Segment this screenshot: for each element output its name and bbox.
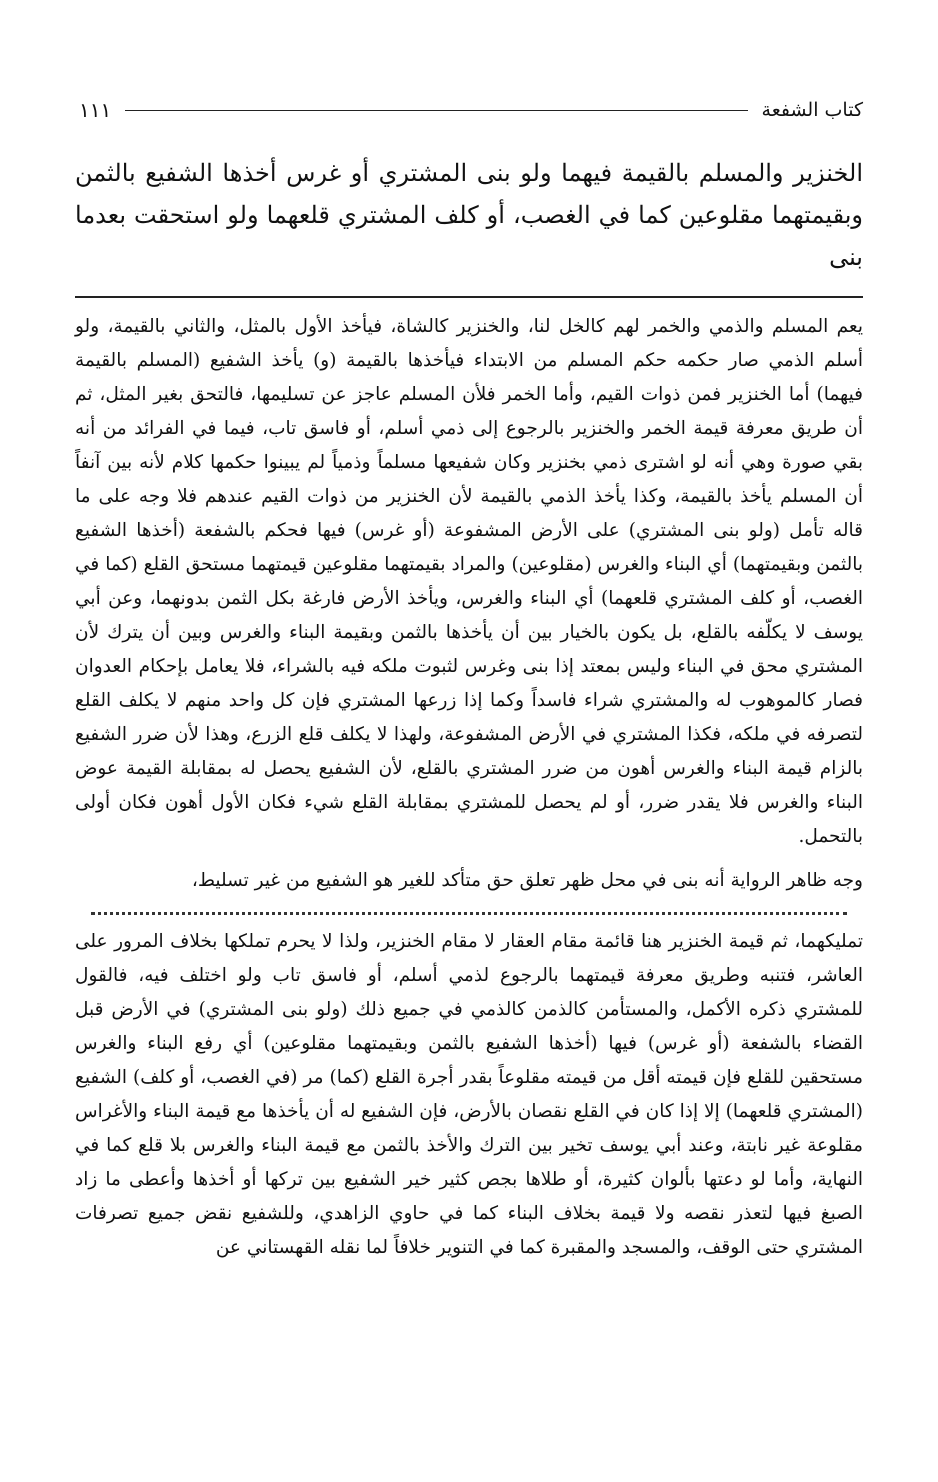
page-header [75,90,863,130]
second-commentary-section [75,925,863,1265]
commentary-paragraph: وجه ظاهر الرواية أنه بنى في محل ظهر تعلق حق متأكد للغير هو الشفيع من غير تسليط، [191,870,863,891]
commentary-section [75,310,863,898]
commentary-paragraph: يعم المسلم والذمي والخمر لهم كالخل لنا، والخنزير كالشاة، فيأخذ الأول بالمثل، والثاني بالقيمة، ولو أسلم الذمي صار حكمه حكم المسلم من الابتداء فيأخذها بالقيمة (و) يأخذ الشفيع (المسلم بالقيمة فيهما) أما الخنزير فمن ذوات القيم، وأما الخمر فلأن المسلم عاجز عن تسليمها، فالتحق بغير المثل، ثم أن طريق معرفة قيمة الخمر والخنزير بالرجوع إلى ذمي أسلم، أو فاسق تاب، فيما في الفرائد من أنه بقي صورة وهي أنه لو اشترى ذمي بخنزير وكان شفيعها مسلماً وذمياً لم يبينوا حكمها كلام لأنه بين آنفاً أن المسلم يأخذ بالقيمة، وكذا يأخذ الذمي بالقيمة لأن الخنزير من ذوات القيم عندهم فلا وجه على ما قاله تأمل (ولو بنى المشتري) على الأرض المشفوعة (أو غرس) فيها فحكم بالشفعة (أخذها الشفيع بالثمن وبقيمتهما) أي البناء والغرس (مقلوعين) والمراد بقيمتهما مقلوعين قيمتهما مستحق القلع (كما في الغصب، أو كلف المشتري قلعهما) أي البناء والغرس، ويأخذ الأرض فارغة بكل الثمن بدونهما، وعن أبي يوسف لا يكلّفه بالقلع، بل يكون بالخيار بين أن يأخذها بالثمن وبقيمة البناء والغرس وبين أن يترك لأن المشتري محق في البناء وليس بمعتد إذا بنى وغرس لثبوت ملكه فيه بالشراء، فلا يعامل بإحكام العدوان فصار كالموهوب له والمشتري شراء فاسداً وكما إذا زرعها المشتري فإن كل واحد منهم لا يكلف القلع لتصرفه في ملكه، فكذا المشتري في الأرض المشفوعة، ولهذا لا يكلف قلع الزرع، وهذا لأن ضرر الشفيع بالزام قيمة البناء والغرس أهون من ضرر المشتري بالقلع، لأن الشفيع يحصل له بمقابلة القيمة عوض البناء والغرس فلا يقدر ضرر، أو لم يحصل للمشتري بمقابلة القلع شيء فكان الأول أهون فكان أولى بالتحمل. [75,316,863,847]
dotted-divider [91,912,847,915]
section-divider [75,296,863,298]
book-title: كتاب الشفعة [761,99,863,121]
header-rule [125,110,747,111]
document-page [75,90,863,1265]
page-number: ١١١ [79,98,112,122]
commentary-paragraph: تمليكهما، ثم قيمة الخنزير هنا قائمة مقام العقار لا مقام الخنزير، ولذا لا يحرم تملكها بخلاف المرور على العاشر، فتنبه وطريق معرفة قيمتهما بالرجوع لذمي أسلم، أو فاسق تاب ولو اختلف فيه، فالقول للمشتري ذكره الأكمل، والمستأمن كالذمن كالذمي في جميع ذلك (ولو بنى المشتري) في الأرض قبل القضاء بالشفعة (أو غرس) فيها (أخذها الشفيع بالثمن وبقيمتهما مقلوعين) أي رفع البناء والغرس مستحقين للقلع فإن قيمته أقل من قيمته مقلوعاً بقدر أجرة القلع (كما) مر (في الغصب، أو كلف) الشفيع (المشتري قلعهما) إلا إذا كان في القلع نقصان بالأرض، فإن الشفيع له أن يأخذها مع قيمة البناء والأغراس مقلوعة غير نابتة، وعند أبي يوسف تخير بين الترك والأخذ بالثمن مع قيمة البناء والغرس بلا قلع كما في النهاية، وأما لو دعتها بألوان كثيرة، أو طلاها بجص كثير خير الشفيع بين تركها أو أخذها وأعطى ما زاد الصبغ فيها لتعذر نقصه ولا قيمة بخلاف البناء كما في حاوي الزاهدي، وللشفيع نقض جميع تصرفات المشتري حتى الوقف، والمسجد والمقبرة كما في التنوير خلافاً لما نقله القهستاني عن [75,931,863,1258]
main-text: الخنزير والمسلم بالقيمة فيهما ولو بنى المشتري أو غرس أخذها الشفيع بالثمن وبقيمتهما مقلوعين كما في الغصب، أو كلف المشتري قلعهما ولو استحقت بعدما بنى [75,159,863,271]
